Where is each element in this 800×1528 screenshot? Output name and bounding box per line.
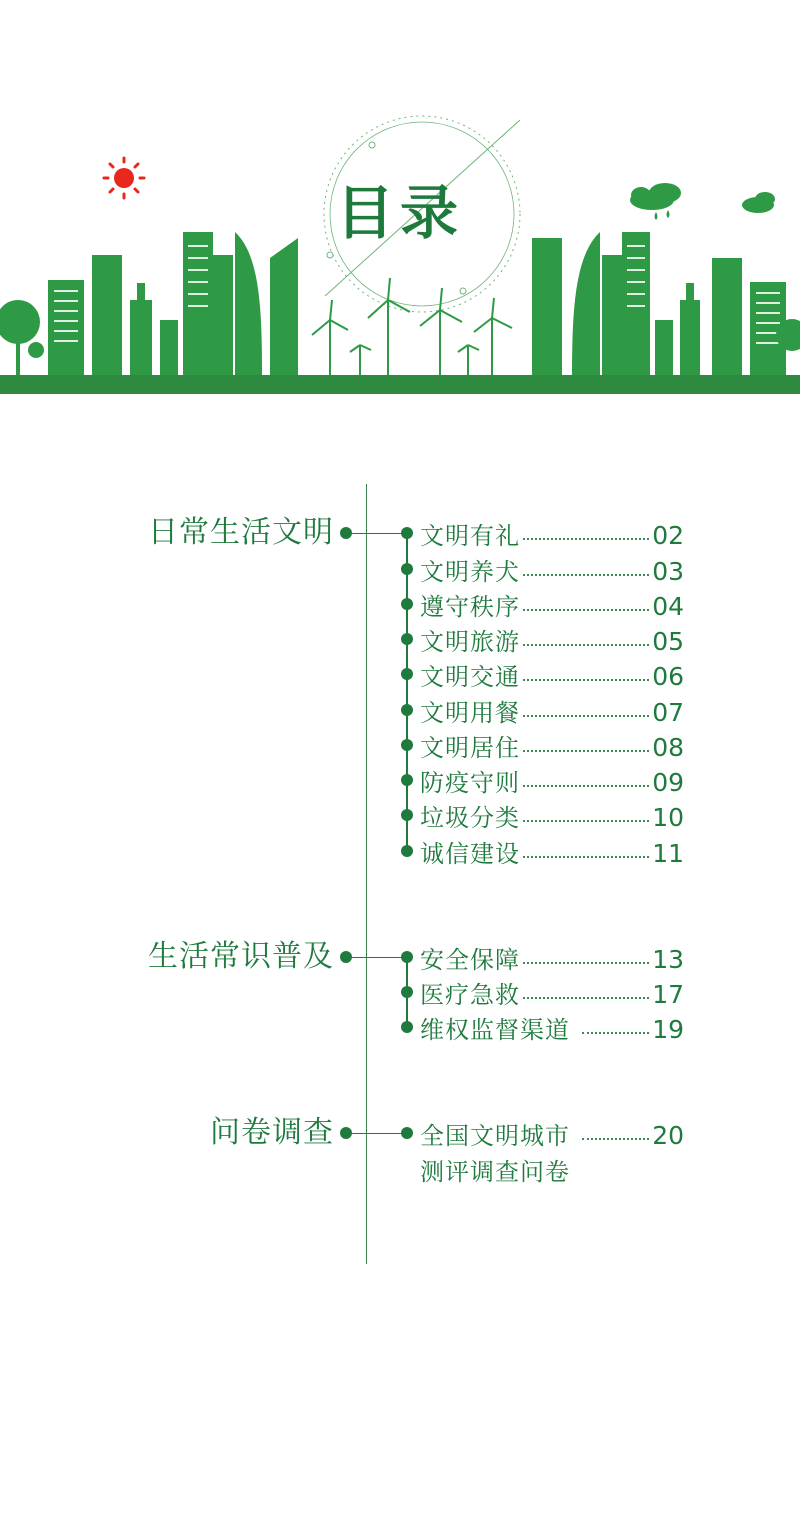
dot-leader	[523, 820, 649, 822]
toc-item-page: 11	[652, 839, 684, 868]
item-dot	[401, 774, 413, 786]
toc-item-label: 文明旅游	[420, 628, 520, 656]
toc-item-label: 诚信建设	[420, 840, 520, 868]
dot-leader	[523, 574, 649, 576]
toc-item[interactable]	[420, 834, 684, 866]
item-dot	[401, 951, 413, 963]
dot-leader	[523, 644, 649, 646]
toc-item[interactable]	[420, 798, 684, 830]
connector-line	[352, 1133, 402, 1134]
item-dot	[401, 563, 413, 575]
dot-leader	[523, 962, 649, 964]
city-buildings	[48, 232, 786, 375]
item-dot	[401, 1127, 413, 1139]
toc-item-label: 垃圾分类	[420, 804, 520, 832]
toc-item[interactable]	[420, 657, 684, 689]
toc-item[interactable]	[420, 940, 684, 972]
dot-leader	[523, 679, 649, 681]
toc-item[interactable]	[420, 1116, 684, 1148]
toc-item[interactable]	[420, 1010, 684, 1042]
toc-spine	[366, 484, 367, 1264]
toc-item-page: 04	[652, 592, 684, 621]
toc-item[interactable]	[420, 516, 684, 548]
toc-item-label: 医疗急救	[420, 981, 520, 1009]
dot-leader	[523, 538, 649, 540]
item-dot	[401, 809, 413, 821]
section-dot	[340, 1127, 352, 1139]
toc-item[interactable]	[420, 975, 684, 1007]
toc-item-label: 文明居住	[420, 734, 520, 762]
toc-section-title: 日常生活文明	[148, 515, 334, 550]
toc-item-page: 07	[652, 698, 684, 727]
toc-item-label-line2: 测评调查问卷	[420, 1158, 570, 1186]
toc-item-page: 10	[652, 803, 684, 832]
item-dot	[401, 704, 413, 716]
wind-turbines	[312, 278, 512, 375]
toc-item-label: 遵守秩序	[420, 593, 520, 621]
toc-item[interactable]	[420, 728, 684, 760]
dot-leader	[523, 785, 649, 787]
connector-line	[352, 533, 402, 534]
item-dot	[401, 633, 413, 645]
toc-item-label: 文明有礼	[420, 522, 520, 550]
connector-line	[352, 957, 402, 958]
item-dot	[401, 739, 413, 751]
toc-item-label: 安全保障	[420, 946, 520, 974]
toc-item-page: 03	[652, 557, 684, 586]
toc-item-page: 08	[652, 733, 684, 762]
toc-item[interactable]	[420, 587, 684, 619]
item-dot	[401, 668, 413, 680]
item-dot	[401, 527, 413, 539]
toc-item-page: 19	[652, 1015, 684, 1044]
toc-item-page: 02	[652, 521, 684, 550]
dot-leader	[523, 609, 649, 611]
toc-item[interactable]	[420, 622, 684, 654]
dot-leader	[523, 715, 649, 717]
rain-cloud-icon	[630, 183, 681, 220]
toc-item-label: 文明交通	[420, 663, 520, 691]
item-dot	[401, 986, 413, 998]
toc-item-page: 05	[652, 627, 684, 656]
toc-item-label: 维权监督渠道	[420, 1016, 570, 1044]
sun-icon	[104, 158, 144, 198]
item-dot	[401, 845, 413, 857]
section-dot	[340, 951, 352, 963]
toc-item-page: 17	[652, 980, 684, 1009]
toc-item[interactable]	[420, 693, 684, 725]
item-dot	[401, 1021, 413, 1033]
dot-leader	[582, 1032, 649, 1034]
toc-item-label: 文明用餐	[420, 699, 520, 727]
dot-leader	[523, 856, 649, 858]
toc-item-page: 09	[652, 768, 684, 797]
toc-section-title: 问卷调查	[210, 1115, 334, 1150]
toc-item-page: 13	[652, 945, 684, 974]
section-dot	[340, 527, 352, 539]
toc-item-label: 全国文明城市	[420, 1122, 570, 1150]
ground-strip	[0, 375, 800, 394]
page-title: 目录	[335, 179, 464, 247]
toc-item-page: 20	[652, 1121, 684, 1150]
dot-leader	[582, 1138, 649, 1140]
toc-item[interactable]	[420, 552, 684, 584]
cloud-icon	[742, 192, 775, 213]
toc-item[interactable]	[420, 763, 684, 795]
toc-item-label: 文明养犬	[420, 558, 520, 586]
toc-section-title: 生活常识普及	[148, 939, 334, 974]
dot-leader	[523, 997, 649, 999]
dot-leader	[523, 750, 649, 752]
items-vertical-line	[406, 533, 408, 851]
toc-item-page: 06	[652, 662, 684, 691]
toc-item-label: 防疫守则	[420, 769, 520, 797]
item-dot	[401, 598, 413, 610]
